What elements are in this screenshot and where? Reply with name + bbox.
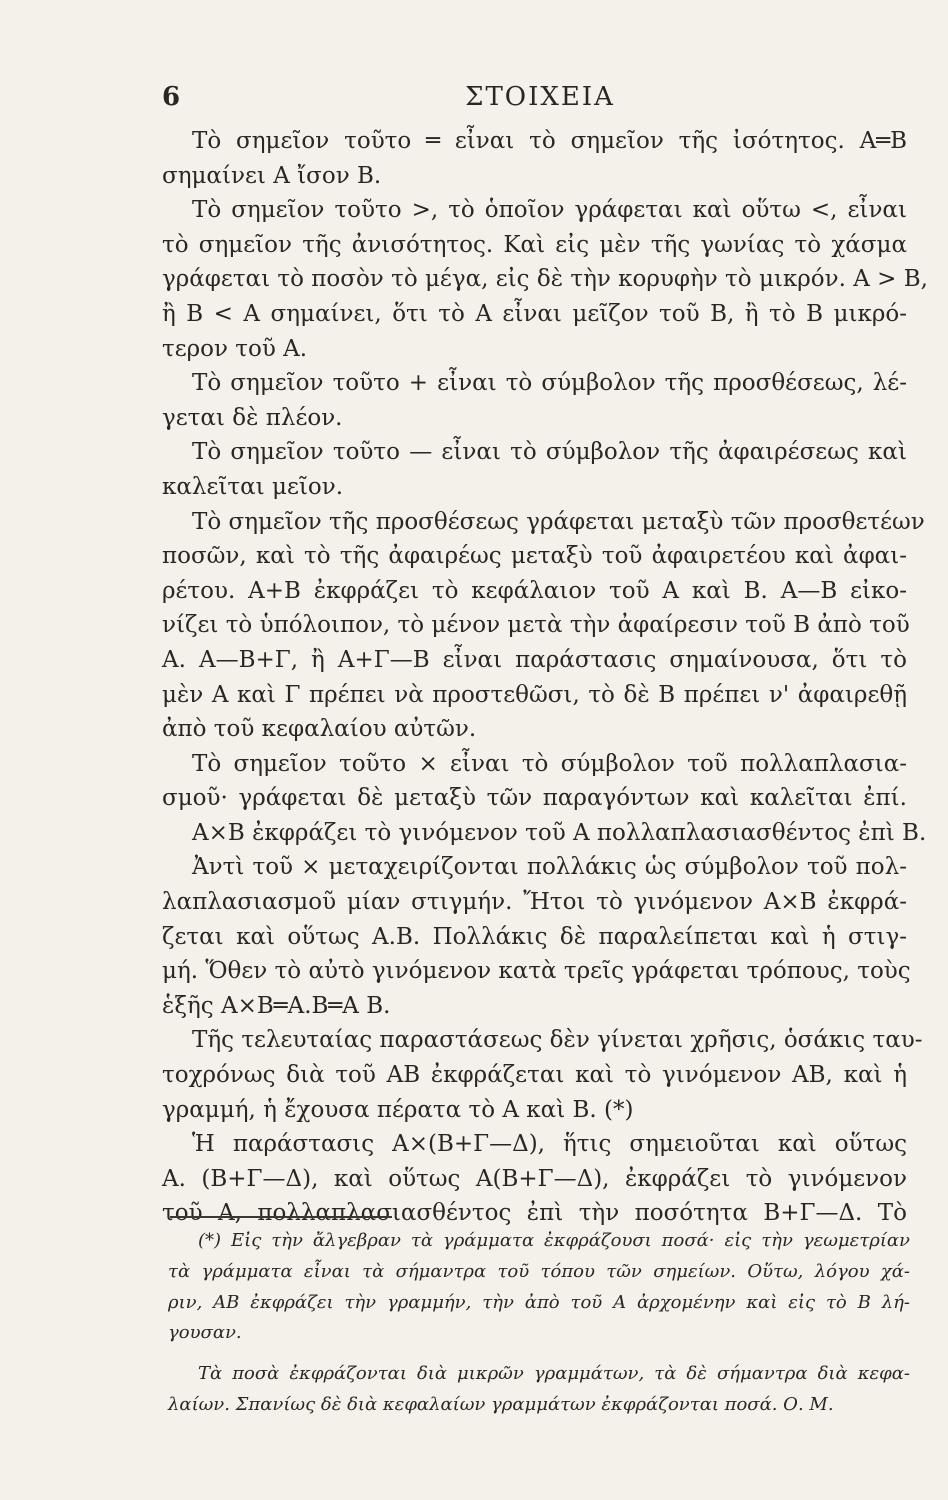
text-line: Ἀντὶ τοῦ × μεταχειρίζονται πολλάκις ὡς σύμβολον τοῦ πολ- bbox=[192, 854, 907, 881]
footnote-line: Τὰ ποσὰ ἐκφράζονται διὰ μικρῶν γραμμάτων, τὰ δὲ σήμαντρα διὰ κεφα- bbox=[198, 1363, 910, 1385]
page-header bbox=[162, 82, 918, 122]
text-line: ποσῶν, καὶ τὸ τῆς ἀφαιρέως μεταξὺ τοῦ ἀφαιρετέου καὶ ἀφαι- bbox=[162, 543, 907, 570]
text-line: ρέτου. Α+Β ἐκφράζει τὸ κεφάλαιον τοῦ Α καὶ Β. Α—Β εἰκο- bbox=[162, 577, 907, 604]
text-line: ἀπὸ τοῦ κεφαλαίου αὐτῶν. bbox=[162, 716, 477, 743]
text-line: σμοῦ· γράφεται δὲ μεταξὺ τῶν παραγόντων καὶ καλεῖται ἐπί. bbox=[162, 785, 907, 812]
text-line: καλεῖται μεῖον. bbox=[162, 473, 344, 500]
text-line: ζεται καὶ οὕτως Α.Β. Πολλάκις δὲ παραλείπεται καὶ ἡ στιγ- bbox=[162, 923, 907, 950]
text-line: γραμμή, ἡ ἔχουσα πέρατα τὸ Α καὶ Β. (*) bbox=[162, 1096, 634, 1123]
text-line: σημαίνει Α ἴσον Β. bbox=[162, 162, 382, 189]
page-number: 6 bbox=[162, 82, 182, 112]
text-line: μή. Ὅθεν τὸ αὐτὸ γινόμενον κατὰ τρεῖς γράφεται τρόπους, τοὺς bbox=[162, 958, 911, 985]
text-line: νίζει τὸ ὑπόλοιπον, τὸ μένον μετὰ τὴν ἀφαίρεσιν τοῦ Β ἀπὸ τοῦ bbox=[162, 612, 910, 639]
text-line: λαπλασιασμοῦ μίαν στιγμήν. Ἤτοι τὸ γινόμενον Α×Β ἐκφρά- bbox=[162, 889, 907, 916]
footnote-line: ριν, ΑΒ ἐκφράζει τὴν γραμμήν, τὴν ἀπὸ τοῦ Α ἀρχομένην καὶ εἰς τὸ Β λή- bbox=[168, 1291, 910, 1313]
body-text bbox=[162, 124, 928, 1231]
text-line: Τὸ σημεῖον τοῦτο — εἶναι τὸ σύμβολον τῆς ἀφαιρέσεως καὶ bbox=[192, 439, 907, 466]
footnote-divider bbox=[170, 1216, 392, 1218]
footnote-line: λαίων. Σπανίως δὲ διὰ κεφαλαίων γραμμάτων ἐκφράζονται ποσά. Ο. Μ. bbox=[168, 1393, 834, 1415]
text-line: τοχρόνως διὰ τοῦ ΑΒ ἐκφράζεται καὶ τὸ γινόμενον ΑΒ, καὶ ἡ bbox=[162, 1062, 907, 1089]
text-line: τὸ σημεῖον τῆς ἀνισότητος. Καὶ εἰς μὲν τῆς γωνίας τὸ χάσμα bbox=[162, 231, 907, 258]
text-line: τοῦ Α, πολλαπλασιασθέντος ἐπὶ τὴν ποσότητα Β+Γ—Δ. Τὸ bbox=[162, 1200, 907, 1227]
text-line: Τὸ σημεῖον τοῦτο ═ εἶναι τὸ σημεῖον τῆς ἰσότητος. Α═Β bbox=[192, 128, 907, 154]
text-line: Α. Α—Β+Γ, ἢ Α+Γ—Β εἶναι παράστασις σημαίνουσα, ὅτι τὸ bbox=[162, 646, 907, 673]
text-line: γράφεται τὸ ποσὸν τὸ μέγα, εἰς δὲ τὴν κορυφὴν τὸ μικρόν. Α > Β, bbox=[162, 266, 928, 293]
text-line: ἑξῆς Α×Β═Α.Β═Α Β. bbox=[162, 992, 391, 1019]
text-line: ἢ Β < Α σημαίνει, ὅτι τὸ Α εἶναι μεῖζον τοῦ Β, ἢ τὸ Β μικρό- bbox=[162, 300, 907, 327]
text-line: μὲν Α καὶ Γ πρέπει νὰ προστεθῶσι, τὸ δὲ Β πρέπει ν' ἀφαιρεθῇ bbox=[162, 681, 907, 708]
text-line: γεται δὲ πλέον. bbox=[162, 404, 343, 431]
text-line: τερον τοῦ Α. bbox=[162, 335, 308, 362]
text-line: Τῆς τελευταίας παραστάσεως δὲν γίνεται χρῆσις, ὁσάκις ταυ- bbox=[192, 1027, 923, 1054]
text-line: Ἡ παράστασις Α×(Β+Γ—Δ), ἥτις σημειοῦται καὶ οὕτως bbox=[192, 1131, 907, 1158]
text-line: Τὸ σημεῖον τοῦτο × εἶναι τὸ σύμβολον τοῦ πολλαπλασια- bbox=[192, 750, 907, 777]
running-title: ΣΤΟΙΧΕΙΑ bbox=[465, 82, 615, 112]
footnote-line: τὰ γράμματα εἶναι τὰ σήμαντρα τοῦ τόπου τῶν σημείων. Οὕτω, λόγου χά- bbox=[168, 1260, 910, 1282]
text-line: Τὸ σημεῖον τοῦτο + εἶναι τὸ σύμβολον τῆς προσθέσεως, λέ- bbox=[192, 370, 907, 397]
text-line: Τὸ σημεῖον τοῦτο >, τὸ ὁποῖον γράφεται καὶ οὕτω <, εἶναι bbox=[192, 197, 907, 224]
text-line: Τὸ σημεῖον τῆς προσθέσεως γράφεται μεταξὺ τῶν προσθετέων bbox=[192, 508, 925, 535]
text-line: Α×Β ἐκφράζει τὸ γινόμενον τοῦ Α πολλαπλασιασθέντος ἐπὶ Β. bbox=[192, 819, 927, 846]
footnote-line: (*) Εἰς τὴν ἄλγεβραν τὰ γράμματα ἐκφράζουσι ποσά· εἰς τὴν γεωμετρίαν bbox=[198, 1230, 910, 1251]
footnote-line: γουσαν. bbox=[168, 1322, 242, 1344]
footnote bbox=[168, 1226, 910, 1421]
text-line: Α. (Β+Γ—Δ), καὶ οὕτως Α(Β+Γ—Δ), ἐκφράζει τὸ γινόμενον bbox=[162, 1165, 907, 1192]
